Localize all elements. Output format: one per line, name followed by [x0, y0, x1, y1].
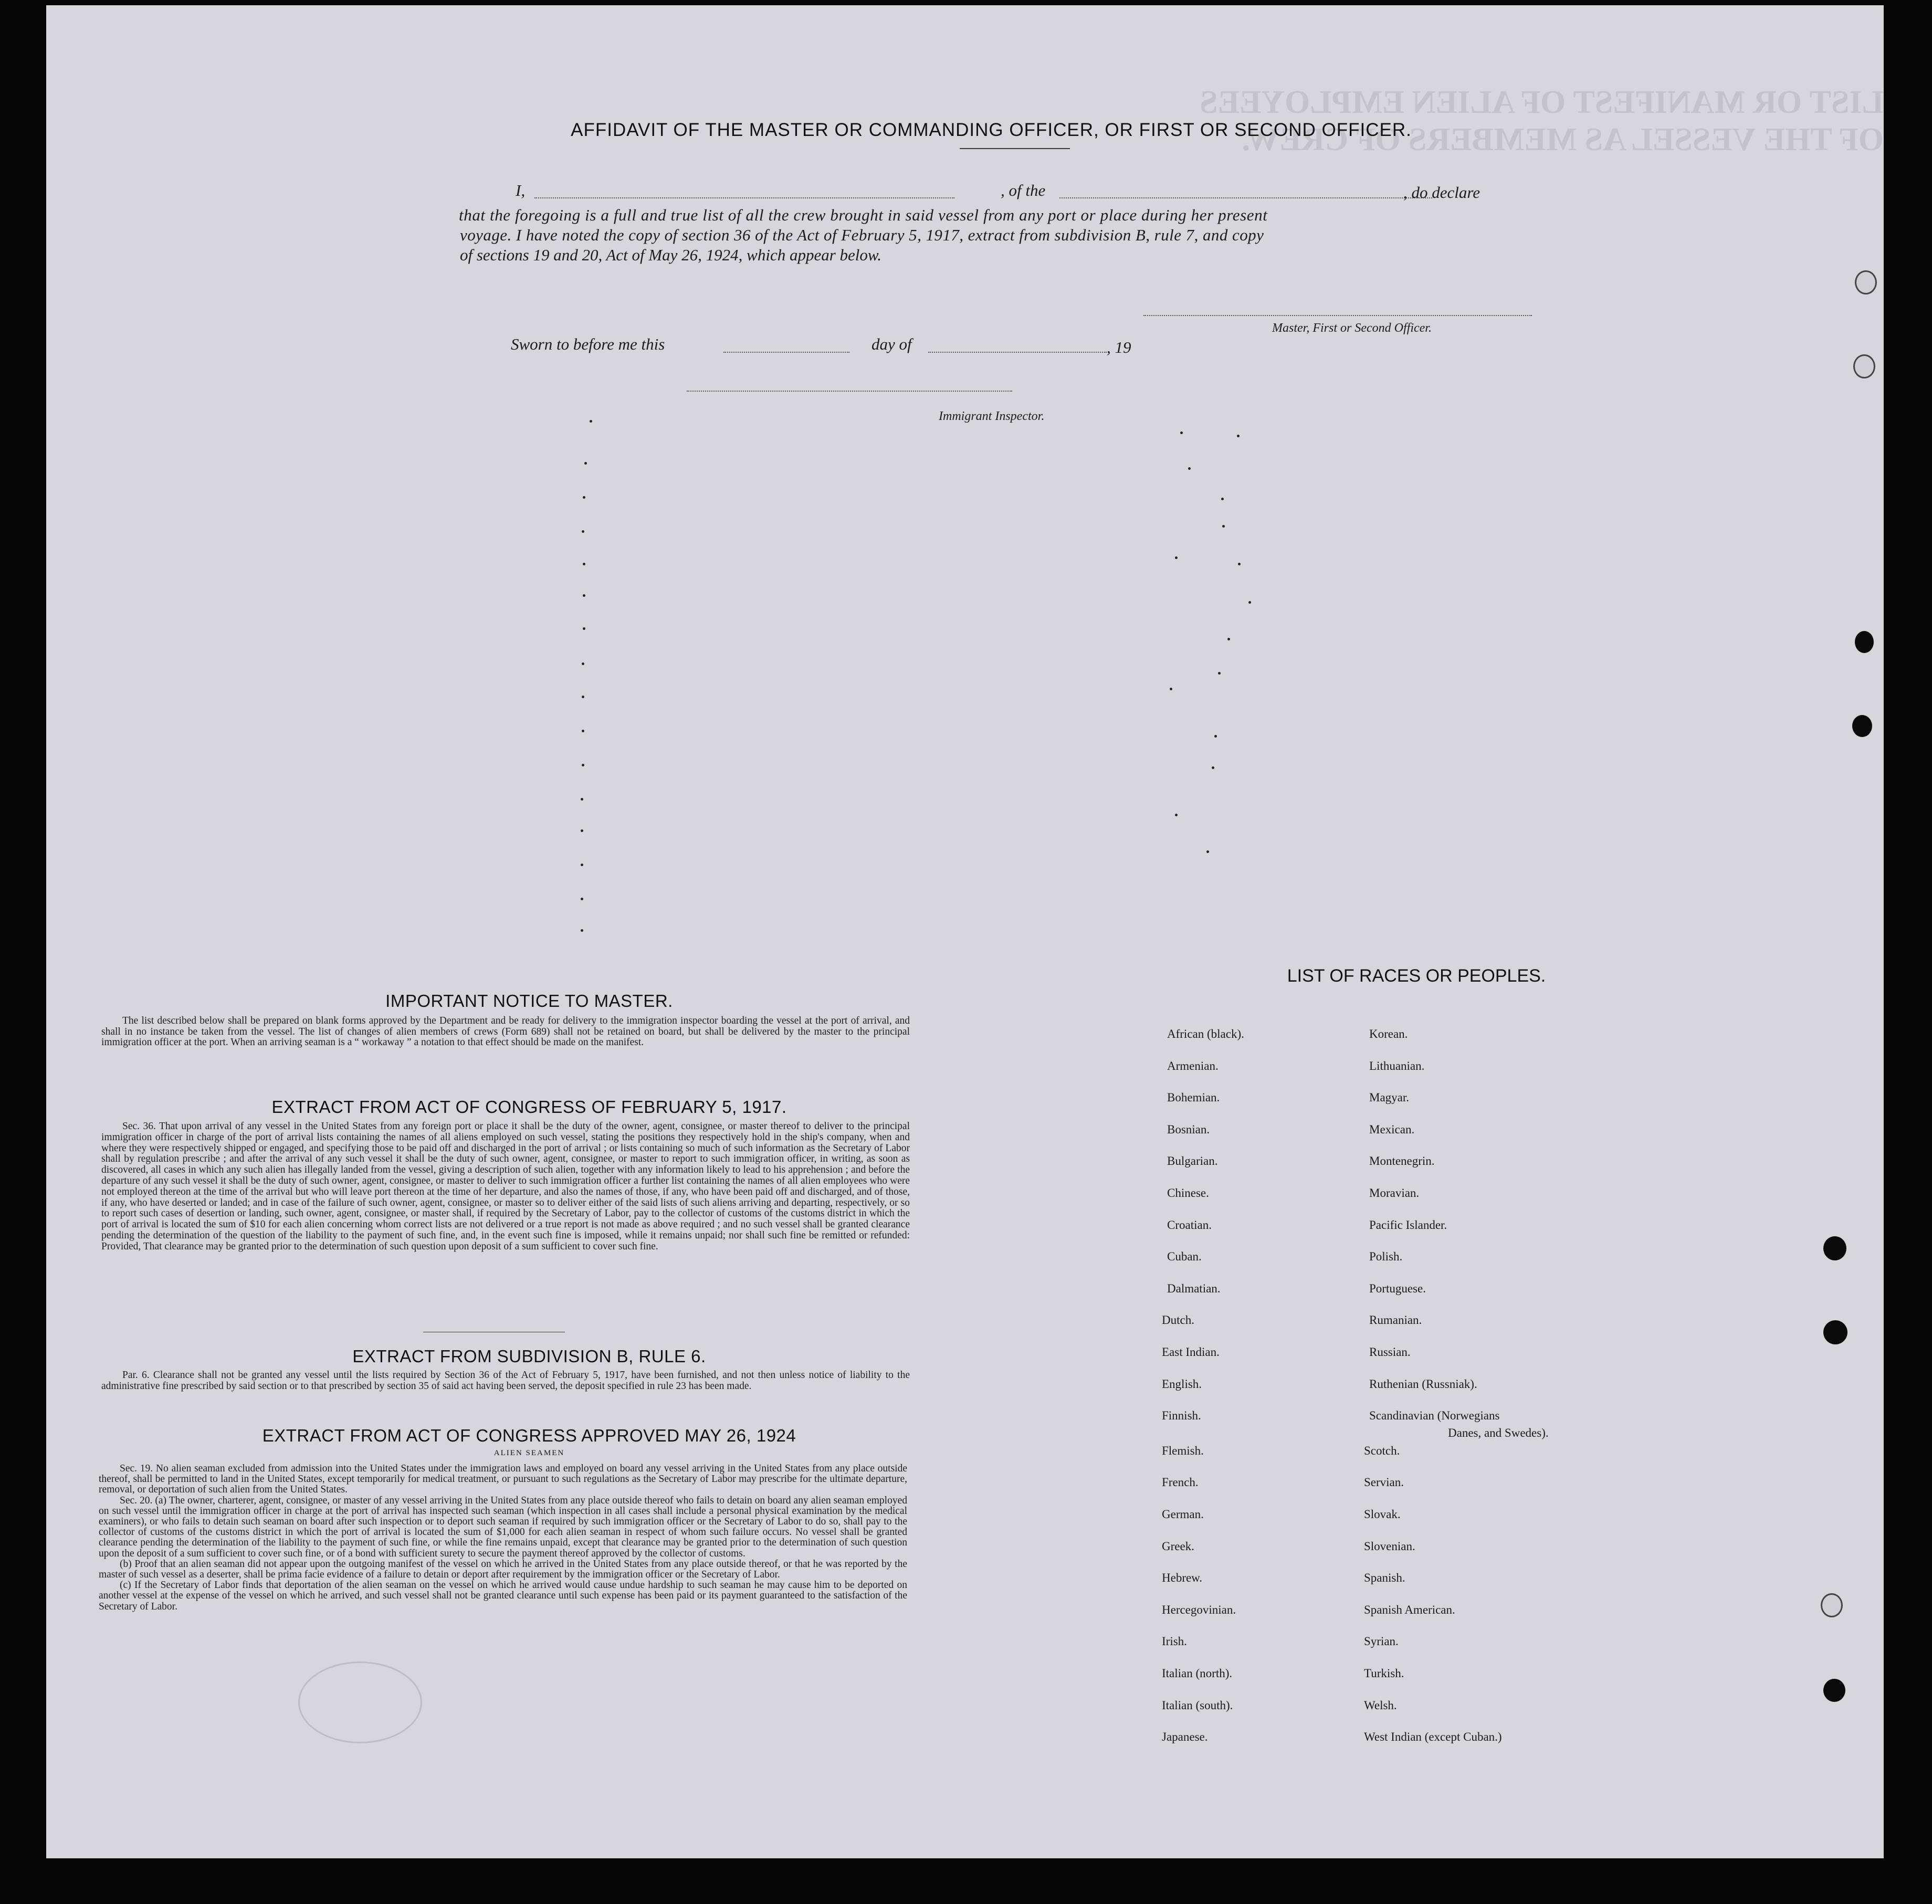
race-item: Scotch.: [1364, 1444, 1400, 1457]
stray-dot: [1212, 766, 1214, 769]
stray-dot: [583, 563, 585, 565]
extract-1924-subtitle: ALIEN SEAMEN: [494, 1449, 565, 1457]
extract-1924-sec20b: (b) Proof that an alien seaman did not appear upon the outgoing manifest of the vessel on which he arrived in the United States from any place outside thereof, or that he was reported by the master of such vessel as a deserter, shall be prima facie evidence of a failure to detain or deport after requirement by the immigration officer or the Secretary of Labor.: [99, 1558, 907, 1581]
race-item: Scandinavian (Norwegians: [1369, 1409, 1500, 1423]
race-item: Bohemian.: [1167, 1091, 1220, 1104]
extract-1924-sec20c: (c) If the Secretary of Labor finds that deportation of the alien seaman on the vessel on which he arrived would cause undue hardship to such seaman he may cause him to be deported on another vessel at the expense of the vessel on which he arrived, and such vessel shall not be granted clearance until such expense has been paid or its payment guaranteed to the satisfaction of the Secretary of Labor.: [99, 1580, 907, 1612]
race-item: Pacific Islander.: [1369, 1218, 1447, 1232]
race-item: East Indian.: [1162, 1345, 1220, 1359]
binder-hole: [1853, 354, 1875, 378]
race-item: Armenian.: [1167, 1059, 1219, 1072]
stray-dot: [584, 462, 587, 465]
notice-paragraph: The list described below shall be prepared on blank forms approved by the Department and be ready for delivery to the immigration inspector boarding the vessel at the port of arrival, and shall in no instance be taken from the vessel. The list of changes of alien members of crews (Form 689) shall not be retained on board, but shall be delivered by the master to the principal immigration officer at the port. When an arriving seaman is a “ workaway ” a notation to that effect should be made on the manifest.: [101, 1015, 910, 1048]
stray-dot: [1180, 432, 1183, 434]
race-item: Welsh.: [1364, 1698, 1397, 1712]
form-page: [46, 5, 1884, 1858]
race-item: Mexican.: [1369, 1122, 1415, 1136]
name-field-line[interactable]: [534, 197, 954, 198]
race-item: Greek.: [1162, 1539, 1194, 1553]
stray-dot: [582, 530, 584, 533]
stray-dot: [1214, 735, 1217, 738]
sworn-month-field-line[interactable]: [928, 352, 1107, 353]
race-item: Hercegovinian.: [1162, 1603, 1236, 1616]
affidavit-title: AFFIDAVIT OF THE MASTER OR COMMANDING OFFICER, OR FIRST OR SECOND OFFICER.: [571, 120, 1412, 140]
extract-rule6-paragraph: Par. 6. Clearance shall not be granted any vessel until the lists required by Section 36 of the Act of February 5, 1917, have been furnished, and not then unless notice of liability to the administrative fine prescribed by said section or to that prescribed by section 35 of said act having been served, the deposit specified in rule 23 has been made.: [101, 1370, 910, 1392]
extract-rule6-title: EXTRACT FROM SUBDIVISION B, RULE 6.: [352, 1347, 706, 1366]
stray-dot: [582, 730, 584, 732]
inspector-signature-line[interactable]: [687, 391, 1012, 392]
race-item: Moravian.: [1369, 1186, 1420, 1200]
race-item: Lithuanian.: [1369, 1059, 1425, 1072]
race-item: Slovenian.: [1364, 1539, 1415, 1553]
race-item: German.: [1162, 1508, 1204, 1521]
stray-dot: [1222, 525, 1225, 528]
race-item: Montenegrin.: [1369, 1154, 1435, 1168]
race-item: Italian (south).: [1162, 1698, 1233, 1712]
stray-dot: [581, 798, 583, 801]
race-item: Hebrew.: [1162, 1571, 1203, 1585]
stray-dot: [581, 864, 583, 866]
master-signature-line[interactable]: [1143, 315, 1532, 316]
race-item: Croatian.: [1167, 1218, 1212, 1232]
extract-1924-title: EXTRACT FROM ACT OF CONGRESS APPROVED MAY 26, 1924: [262, 1426, 796, 1445]
binder-hole: [1852, 715, 1872, 737]
vessel-field-line[interactable]: [1059, 197, 1432, 198]
sworn-day-field-line[interactable]: [723, 352, 849, 353]
affidavit-of-the-label: , of the: [1001, 181, 1046, 199]
race-item: Russian.: [1369, 1345, 1411, 1359]
notice-title: IMPORTANT NOTICE TO MASTER.: [385, 991, 673, 1011]
race-item: Chinese.: [1167, 1186, 1209, 1200]
race-item: West Indian (except Cuban.): [1364, 1730, 1502, 1744]
stray-dot: [582, 662, 584, 665]
extract-1917-title: EXTRACT FROM ACT OF CONGRESS OF FEBRUARY 5, 1917.: [271, 1097, 787, 1117]
race-item: Turkish.: [1364, 1667, 1404, 1680]
stray-dot: [581, 829, 583, 832]
stray-dot: [581, 929, 583, 932]
race-item: Syrian.: [1364, 1635, 1399, 1648]
race-item: Italian (north).: [1162, 1667, 1233, 1680]
race-item: Dalmatian.: [1167, 1281, 1221, 1295]
stray-dot: [583, 496, 585, 499]
master-signature-label: Master, First or Second Officer.: [1272, 321, 1432, 335]
stray-dot: [1238, 563, 1241, 565]
year-label: , 19: [1107, 338, 1131, 356]
affidavit-line-2: that the foregoing is a full and true list of all the crew brought in said vessel from any port or place during her present: [459, 206, 1268, 224]
stray-dot: [590, 420, 592, 423]
race-item: Rumanian.: [1369, 1313, 1422, 1327]
race-item: Irish.: [1162, 1635, 1187, 1648]
race-item: Portuguese.: [1369, 1281, 1426, 1295]
extract-rule6-text: [101, 1370, 910, 1392]
races-title: LIST OF RACES OR PEOPLES.: [1287, 966, 1546, 986]
race-item: Bosnian.: [1167, 1122, 1210, 1136]
affidavit-declare-label: , do declare: [1403, 183, 1480, 202]
race-scandinavian-continuation: Danes, and Swedes).: [1448, 1426, 1549, 1439]
extract-1917-text: [101, 1121, 910, 1253]
stray-dot: [1175, 556, 1178, 559]
bleed-through-heading: LIST OR MANIFEST OF ALIEN EMPLOYEES OF THE VESSEL AS MEMBERS OF CREW.: [1200, 85, 1884, 157]
race-item: Finnish.: [1162, 1409, 1201, 1423]
race-item: Korean.: [1369, 1027, 1408, 1040]
binder-hole: [1823, 1236, 1846, 1260]
race-item: Bulgarian.: [1167, 1154, 1218, 1168]
race-item: African (black).: [1167, 1027, 1244, 1040]
extract-1924-sec19: Sec. 19. No alien seaman excluded from admission into the United States under the immigration laws and employed on board any vessel arriving in the United States from any place outside thereof, shall be permitted to land in the United States, except temporarily for medical treatment, or pursuant to such regulations as the Secretary of Labor may prescribe for the ultimate departure, removal, or deportation of such alien from the United States.: [99, 1463, 907, 1496]
stray-dot: [1237, 435, 1240, 437]
stray-dot: [1170, 688, 1172, 690]
affidavit-line-3: voyage. I have noted the copy of section 36 of the Act of February 5, 1917, extract from subdivision B, rule 7, and copy: [460, 226, 1264, 244]
binder-hole: [1855, 270, 1877, 294]
race-item: Flemish.: [1162, 1444, 1204, 1457]
extract-1924-sec20a: Sec. 20. (a) The owner, charterer, agent, consignee, or master of any vessel arriving in the United States from any place outside thereof who fails to detain on board any alien seaman employed on such vessel until the immigration officer in charge at the port of arrival has inspected such seaman (which inspection in all cases shall include a personal physical examination by the medical examiners), or who fails to detain such seaman on board after such inspection or to deport such seaman if required by such immigration officer or the Secretary of Labor to do so, shall pay to the collector of customs of the customs district in which the port of arrival is located the sum of $1,000 for each alien seaman in respect of whom such failure occurs. No vessel shall be granted clearance pending the determination of the liability to the payment of such fine, or while the fine remains unpaid, except that clearance may be granted prior to the determination of such question upon the deposit of a sum sufficient to cover such fine, or of a bond with sufficient surety to secure the payment thereof approved by the collector of customs.: [99, 1495, 907, 1559]
stray-dot: [582, 764, 584, 766]
race-item: French.: [1162, 1476, 1199, 1489]
race-item: Spanish.: [1364, 1571, 1405, 1585]
stray-dot: [1221, 498, 1224, 500]
stray-dot: [1188, 467, 1191, 470]
stray-dot: [1218, 672, 1221, 675]
stray-dot: [1206, 850, 1209, 853]
race-item: Ruthenian (Russniak).: [1369, 1377, 1477, 1391]
extract-1917-paragraph: Sec. 36. That upon arrival of any vessel in the United States from any foreign port or place it shall be the duty of the owner, agent, consignee, or master thereof to deliver to the principal immigration officer in charge of the port of arrival lists containing the names of all aliens employed on such vessel, stating the positions they respectively hold in the ship's company, when and where they were respectively shipped or engaged, and specifying those to be paid off and discharged in the port of arrival ; or lists containing so much of such information as the Secretary of Labor shall by regulation prescribe ; and after the arrival of any such vessel it shall be the duty of such owner, agent, consignee, or master to report to such immigration officer, in writing, as soon as discovered, all cases in which any such alien has illegally landed from the vessel, giving a description of such alien, together with any information likely to lead to his apprehension ; and before the departure of any such vessel it shall be the duty of such owner, agent, consignee, or master to deliver to such immigration officer a further list containing the names of all alien employees who were not employed thereon at the time of the arrival but who will leave port thereon at the time of her departure, and also the names of those, if any, who have been paid off and discharged, and of those, if any, who have deserted or landed; and in case of the failure of such owner, agent, consignee, or master so to deliver either of the said lists of such aliens arriving and departing, respectively, or so to report such cases of desertion or landing, such owner, agent, consignee, or master shall, if required by the Secretary of Labor, pay to the collector of customs of the customs district in which the port of arrival is located the sum of $10 for each alien concerning whom correct lists are not delivered or a true report is not made as above required ; and no such vessel shall be granted clearance pending the determination of the question of the liability to the payment of such fine, and, in the event such fine is imposed, while it remains unpaid; nor shall such fine be remitted or refunded: Provided, That clearance may be granted prior to the determination of such question upon deposit of a sum sufficient to cover such fine.: [101, 1121, 910, 1252]
sworn-label: Sworn to before me this: [511, 335, 665, 353]
day-of-label: day of: [872, 335, 912, 353]
race-item: Spanish American.: [1364, 1603, 1455, 1616]
affidavit-title-rule: [960, 148, 1070, 149]
race-item: English.: [1162, 1377, 1202, 1391]
race-item: Slovak.: [1364, 1508, 1401, 1521]
extract-1924-text: [99, 1464, 907, 1612]
race-item: Polish.: [1369, 1250, 1403, 1264]
stray-dot: [1175, 814, 1178, 816]
stray-dot: [583, 627, 585, 630]
stray-dot: [583, 594, 585, 597]
binder-hole: [1855, 631, 1874, 653]
race-item: Cuban.: [1167, 1250, 1202, 1264]
race-item: Dutch.: [1162, 1313, 1194, 1327]
inspector-signature-label: Immigrant Inspector.: [939, 409, 1045, 423]
binder-hole: [1821, 1593, 1843, 1617]
stray-dot: [1248, 601, 1251, 604]
race-item: Japanese.: [1162, 1730, 1208, 1744]
stray-dot: [582, 696, 584, 698]
bleed-through-stamp: [298, 1661, 422, 1743]
race-item: Servian.: [1364, 1476, 1404, 1489]
affidavit-line-4: of sections 19 and 20, Act of May 26, 1924, which appear below.: [460, 246, 882, 264]
notice-text: [101, 1016, 910, 1048]
race-item: Magyar.: [1369, 1091, 1410, 1104]
binder-hole: [1823, 1679, 1845, 1702]
binder-hole: [1823, 1320, 1847, 1344]
affidavit-i-label: I,: [516, 181, 526, 199]
stray-dot: [1227, 638, 1230, 640]
stray-dot: [581, 898, 583, 900]
